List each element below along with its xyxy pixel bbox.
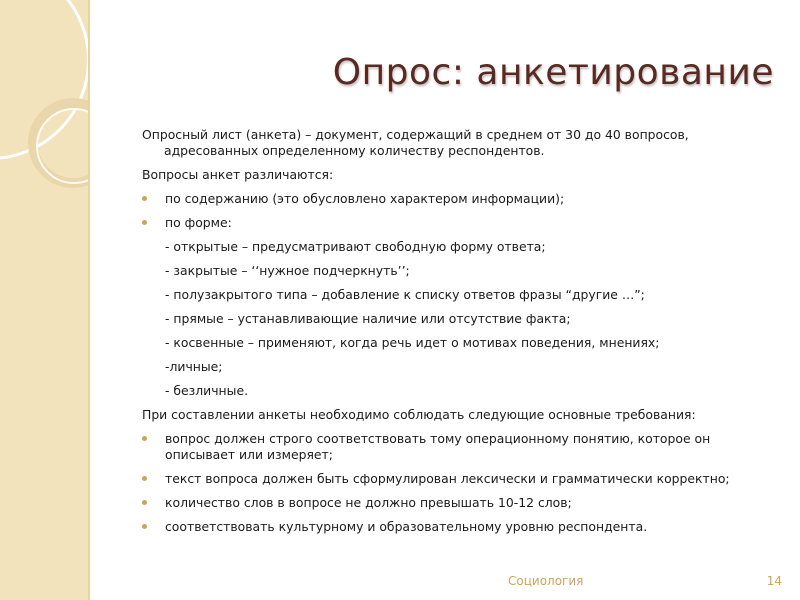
bullet-text: по форме:: [165, 215, 232, 230]
bullet-text: количество слов в вопросе не должно превышать 10-12 слов;: [165, 495, 572, 510]
bullet-item: [142, 215, 772, 231]
bullet-text: текст вопроса должен быть сформулирован лексически и грамматически корректно;: [165, 471, 730, 486]
bullet-dot-icon: [142, 220, 147, 225]
bullet-item: [142, 519, 772, 535]
bullet-dot-icon: [142, 500, 147, 505]
form-type-item: - полузакрытого типа – добавление к списку ответов фразы “другие …”;: [165, 287, 645, 302]
requirements-heading: При составлении анкеты необходимо соблюдать следующие основные требования:: [142, 407, 696, 422]
form-type-item: - безличные.: [165, 383, 249, 398]
form-type-item: - косвенные – применяют, когда речь идет о мотивах поведения, мнениях;: [165, 335, 660, 350]
decorative-side-panel: [0, 0, 88, 600]
intro-paragraph: Опросный лист (анкета) – документ, содержащий в среднем от 30 до 40 вопросов, адресованных определенному количеству респондентов.: [142, 127, 689, 158]
slide-title: Опрос: анкетирование: [332, 52, 774, 93]
bullet-item: [142, 495, 772, 511]
form-type-item: - закрытые – ‘‘нужное подчеркнуть’’;: [165, 263, 410, 278]
slide-body: [142, 127, 772, 543]
bullet-dot-icon: [142, 524, 147, 529]
side-panel-edge: [88, 0, 90, 600]
bullet-item: [142, 191, 772, 207]
page-number: 14: [766, 574, 782, 588]
differences-heading: Вопросы анкет различаются:: [142, 167, 334, 182]
bullet-item: [142, 431, 772, 463]
form-type-item: - прямые – устанавливающие наличие или отсутствие факта;: [165, 311, 571, 326]
form-type-item: -личные;: [165, 359, 223, 374]
bullet-text: вопрос должен строго соответствовать тому операционному понятию, которое он описывает или измеряет;: [165, 431, 711, 462]
bullet-dot-icon: [142, 196, 147, 201]
bullet-dot-icon: [142, 476, 147, 481]
bullet-text: соответствовать культурному и образовательному уровню респондента.: [165, 519, 648, 534]
bullet-dot-icon: [142, 436, 147, 441]
bullet-item: [142, 471, 772, 487]
footer-subject: Социология: [508, 574, 584, 588]
form-type-item: - открытые – предусматривают свободную форму ответа;: [165, 239, 546, 254]
bullet-text: по содержанию (это обусловлено характером информации);: [165, 191, 565, 206]
